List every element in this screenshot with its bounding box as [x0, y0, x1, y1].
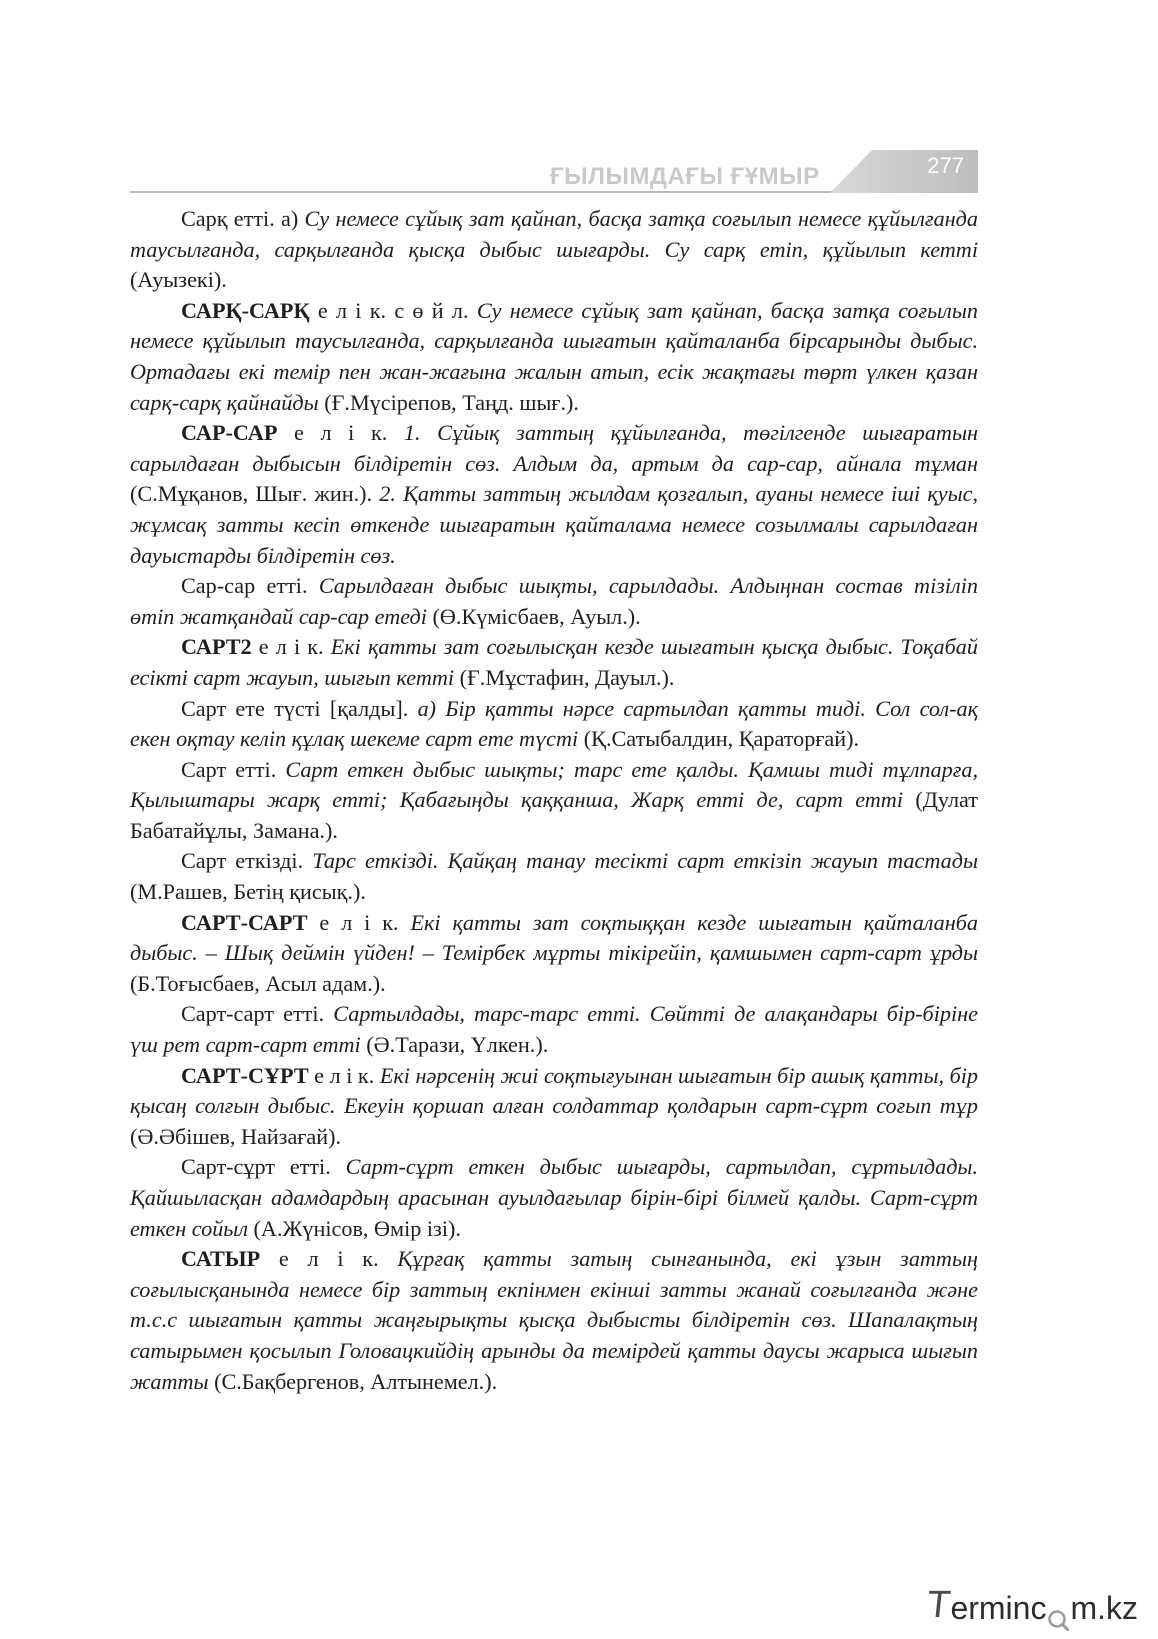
entry-grammar-label: е л і к. — [277, 420, 404, 446]
entry-grammar-label: е л і к. — [251, 634, 331, 660]
entry-definition: Сарт-сұрт еткен дыбыс шығарды, сартылдап, сұртылдады. Қайшыласқан адамдардың арасынан ауылдағылар бірін-бірі білмей қалды. Сарт-сұрт еткен сойыл — [130, 1154, 978, 1241]
dictionary-entry — [130, 418, 978, 571]
dictionary-entry — [130, 571, 978, 632]
entry-source: (Ауызекі). — [130, 267, 227, 293]
entry-source: (Ө.Күмісбаев, Ауыл.). — [426, 603, 641, 629]
dictionary-entry — [130, 1061, 978, 1153]
entry-definition: Екі нәрсенің жиі соқтығуынан шығатын бір ашық қатты, бір қысаң солғын дыбыс. Екеуін қоршап алған солдаттар қолдарын сарт-сұрт соғып тұр — [130, 1062, 978, 1119]
entry-definition: а) Бір қатты нәрсе сартылдап қатты тиді. Сол сол-ақ екен оқтау келіп құлақ шекеме сарт ете түсті — [130, 695, 978, 752]
entry-phrase: Сарт еткізді. — [181, 848, 313, 874]
watermark-text-start: erminc — [950, 1590, 1047, 1626]
dictionary-text — [130, 204, 978, 1397]
entry-grammar-label: е л і к. — [307, 909, 411, 935]
entry-definition: 1. Сұйық заттың құйылғанда, төгілгенде шығаратын сарылдаған дыбысын білдіретін сөз. Алдым да, артым да сар-сар, айнала тұман — [130, 420, 978, 476]
entry-definition: Су немесе сұйық зат қайнап, басқа затқа соғылып немесе құйылып таусылғанда, сарқылғанда шығатын қайталанба бірсарынды дыбыс. Ортадағы екі темір пен жан-жағына жалын атып, есік жақтағы төрт үлкен қазан сарқ-сарқ қайнайды — [130, 297, 978, 415]
entry-grammar-label: е л і к. с ө й л. — [309, 297, 477, 323]
entry-source: (С.Мұқанов, Шығ. жин.). — [130, 481, 380, 507]
dictionary-entry — [130, 846, 978, 907]
entry-source: (Ғ.Мұстафин, Дауыл.). — [454, 664, 675, 690]
page-header — [130, 150, 978, 194]
entry-phrase: Сарт-сарт етті. — [181, 1001, 334, 1027]
entry-headword: САР-САР — [181, 420, 278, 446]
entry-definition: Сарылдаған дыбыс шықты, сарылдады. Алдыңнан состав тізіліп өтіп жатқандай сар-сар етеді — [130, 573, 978, 629]
entry-definition: Тарс еткізді. Қайқаң танау тесікті сарт еткізіп жауып тастады — [312, 848, 978, 874]
entry-definition-2: 2. Қатты заттың жылдам қозғалып, ауаны немесе іші қуыс, жұмсақ затты кесіп өткенде шығаратын қайталама немесе созылмалы сарылдаған дауыстарды білдіретін сөз. — [130, 481, 978, 568]
site-watermark — [925, 1584, 1138, 1627]
entry-definition: Сартылдады, тарс-тарс етті. Сөйтті де алақандары бір-біріне үш рет сарт-сарт етті — [130, 1001, 978, 1058]
entry-source: (Ә.Тарази, Үлкен.). — [360, 1032, 549, 1058]
watermark-text-end: m.kz — [1070, 1590, 1138, 1626]
dictionary-entry — [130, 999, 978, 1060]
entry-source: (Ә.Әбішев, Найзағай). — [130, 1123, 342, 1149]
entry-headword: САТЫР — [181, 1246, 261, 1272]
entry-headword: САРТ-СҰРТ — [181, 1062, 309, 1088]
entry-definition: Екі қатты зат соғылысқан кезде шығатын қысқа дыбыс. Тоқабай есікті сарт жауып, шығып кетті — [130, 634, 978, 690]
entry-source: (Дулат Бабатайұлы, Замана.). — [130, 787, 978, 843]
entry-headword: САРТ-САРТ — [181, 909, 308, 935]
entry-grammar-label: е л і к. — [308, 1062, 380, 1088]
entry-source: (А.Жүнісов, Өмір ізі). — [248, 1215, 461, 1241]
entry-grammar-label: е л і к. — [260, 1246, 398, 1272]
dictionary-entry — [130, 204, 978, 296]
entry-phrase: Сарқ етті. а) — [181, 206, 305, 231]
dictionary-entry — [130, 632, 978, 693]
magnifier-icon — [1047, 1602, 1069, 1624]
entry-source: (Ғ.Мүсірепов, Таңд. шығ.). — [318, 389, 579, 415]
entry-phrase: Сар-сар етті. — [181, 573, 319, 599]
entry-phrase: Сарт етті. — [181, 756, 286, 782]
entry-definition: Су немесе сұйық зат қайнап, басқа затқа соғылып немесе құйылғанда таусылғанда, сарқылғанда қысқа дыбыс шығарды. Су сарқ етіп, құйылып кетті — [130, 206, 978, 262]
entry-definition: Екі қатты зат соқтыққан кезде шығатын қайталанба дыбыс. – Шық деймін үйден! – Темірбек мұрты тікірейіп, қамшымен сарт-сарт ұрды — [130, 909, 978, 966]
dictionary-entry — [130, 755, 978, 847]
dictionary-entry — [130, 1152, 978, 1244]
dictionary-entry — [130, 1244, 978, 1397]
entry-source: (Б.Тоғысбаев, Асыл адам.). — [130, 970, 386, 996]
dictionary-entry — [130, 296, 978, 418]
entry-definition: Сарт еткен дыбыс шықты; тарс ете қалды. Қамшы тиді тұлпарға, Қылыштары жарқ етті; Қабағыңды қаққанша, Жарқ етті де, сарт етті — [130, 756, 978, 813]
dictionary-entry — [130, 694, 978, 755]
entry-definition: Құрғақ қатты затың сынғанында, екі ұзын заттың соғылысқанында немесе бір заттың екпінмен екінші затты жанай соғылғанда және т.с.с шығатын қатты жаңғырықты қысқа дыбысты білдіретін сөз. Шапалақтың сатырымен қосылып Головацкийдің арынды да темірдей қатты даусы жарыса шығып жатты — [130, 1246, 978, 1394]
page-number: 277 — [927, 153, 964, 178]
entry-source: (С.Бақбергенов, Алтынемел.). — [208, 1368, 498, 1394]
watermark-first-letter: T — [925, 1584, 953, 1626]
entry-headword: САРТ2 — [181, 634, 252, 660]
entry-phrase: Сарт-сұрт етті. — [181, 1154, 346, 1180]
entry-headword: САРҚ-САРҚ — [181, 297, 310, 323]
running-title: ҒЫЛЫМДАҒЫ ҒҰМЫР — [550, 163, 820, 190]
entry-phrase: Сарт ете түсті [қалды]. — [181, 695, 418, 721]
dictionary-entry — [130, 908, 978, 1000]
entry-source: (М.Рашев, Бетің қисық.). — [130, 879, 366, 905]
entry-source: (Қ.Сатыбалдин, Қараторғай). — [578, 726, 860, 752]
